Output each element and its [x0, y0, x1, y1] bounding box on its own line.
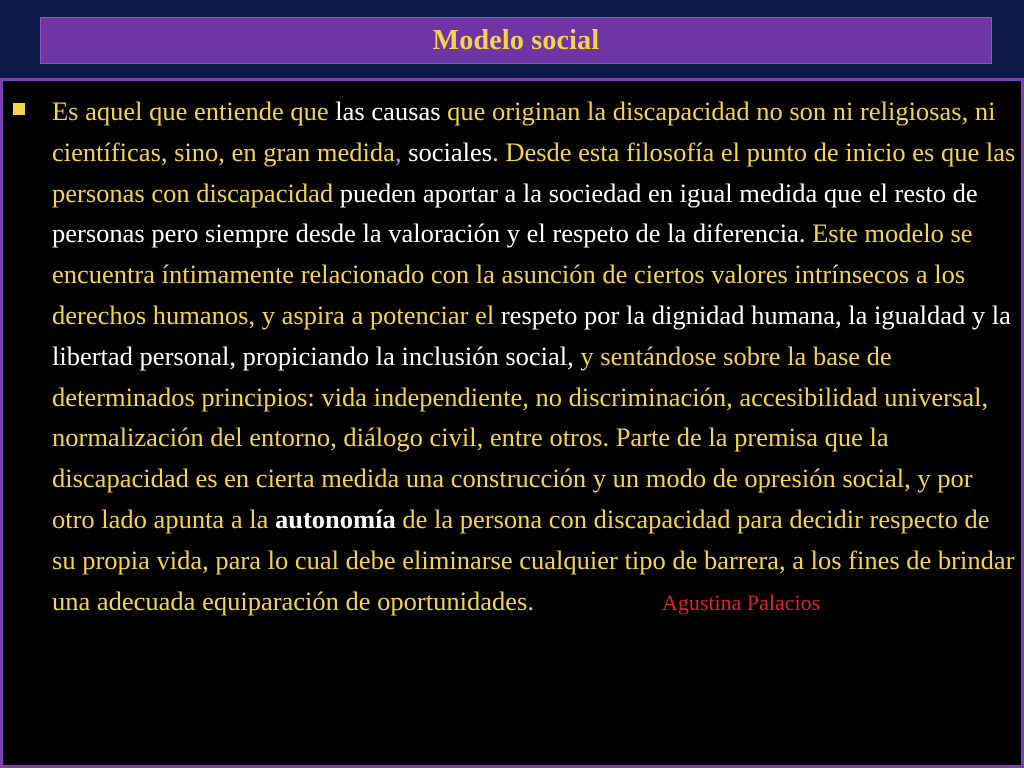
title-bar	[40, 17, 992, 64]
text-segment-bold: autonomía	[274, 503, 396, 534]
slide-title: Modelo social	[432, 24, 600, 56]
text-segment: sociales	[408, 136, 493, 167]
text-segment: de la persona con discapacidad para decidir respecto de su propia vida, para lo cual debe eliminarse cualquier tipo de barrera, a los fines de brindar una adecuada equiparación de oportunidades.	[52, 503, 1015, 616]
content-box	[0, 78, 1024, 768]
author-credit: Agustina Palacios	[661, 589, 821, 615]
text-segment: . Desde esta filosofía el punto de inicio es que las personas con discapacidad	[52, 136, 1016, 208]
text-segment: respeto por la dignidad humana, la igualdad y la libertad personal, propiciando la inclusión social,	[52, 299, 1011, 371]
text-segment: ,	[394, 136, 409, 167]
body-paragraph	[52, 91, 1017, 623]
text-segment: Es aquel que entiende que	[52, 96, 336, 126]
square-bullet-icon	[13, 103, 25, 115]
text-segment: las causas	[335, 96, 448, 126]
text-segment: Este modelo se encuentra íntimamente relacionado con la asunción de ciertos valores intrínsecos a los derechos humanos, y aspira a potenciar el	[52, 218, 973, 330]
text-segment: y sentándose sobre la base de determinados principios: vida independiente, no discriminación, accesibilidad universal, normalización del entorno, diálogo civil, entre otros. Parte de la premisa que la discapacidad es en cierta medida una construcción y un modo de opresión social, y por otro lado apunta a la	[52, 340, 989, 534]
text-segment: que originan la discapacidad no son ni religiosas, ni científicas, sino, en gran medida	[52, 96, 996, 167]
text-segment: pueden aportar a la sociedad en igual medida que el resto de personas pero siempre desde la valoración y el respeto de la diferencia.	[52, 177, 978, 249]
